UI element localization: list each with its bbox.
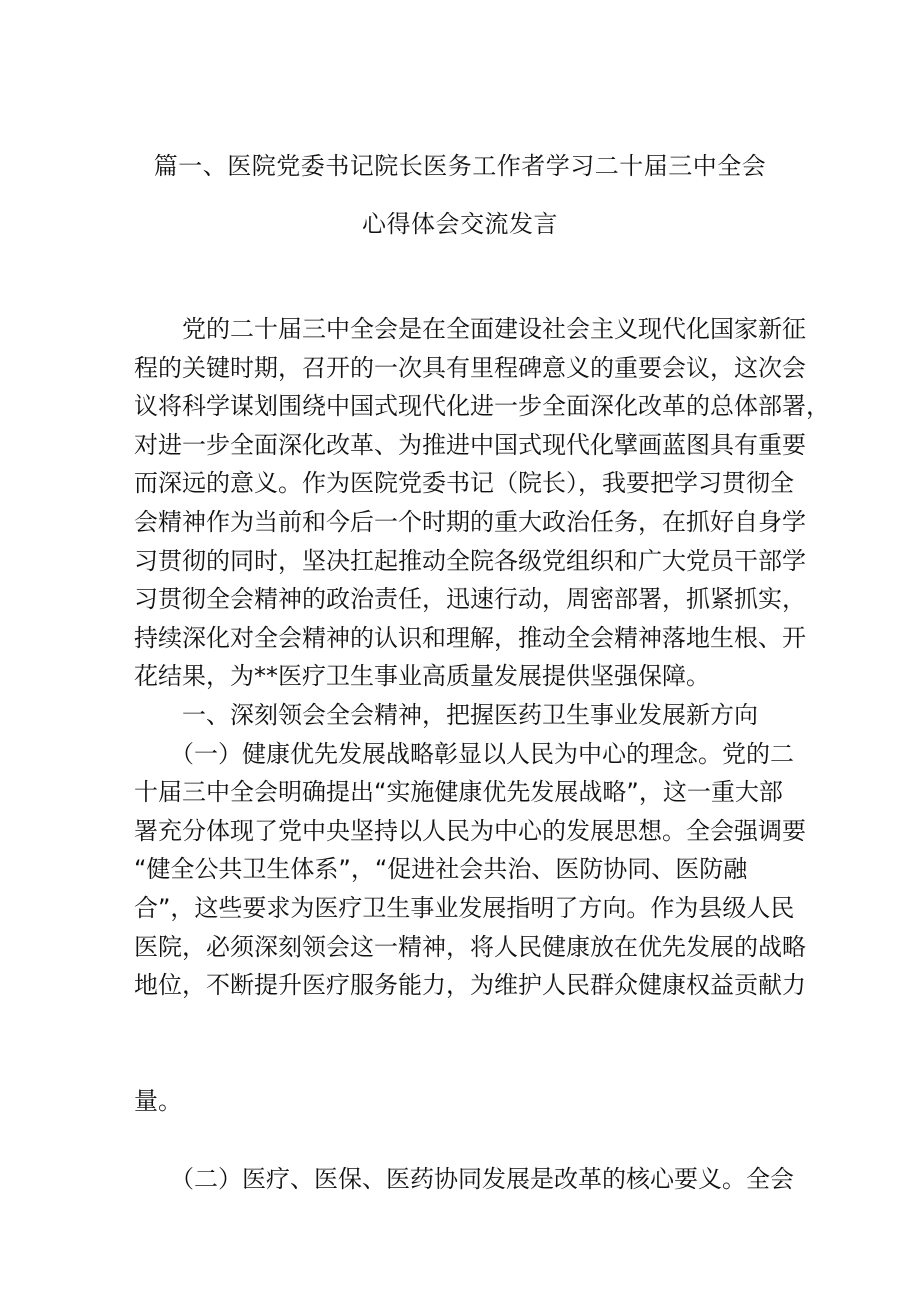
body-line: 地位，不断提升医疗服务能力，为维护人民群众健康权益贡献力 [134,971,806,1000]
body-line: 量。 [134,1087,182,1115]
body-line: 对进一步全面深化改革、为推进中国式现代化擘画蓝图具有重要 [134,430,806,459]
body-line: “健全公共卫生体系”，“促进社会共治、医防协同、医防融 [134,855,748,884]
section-heading: 一、深刻领会全会精神，把握医药卫生事业发展新方向 [134,700,758,729]
body-line: 花结果，为**医疗卫生事业高质量发展提供坚强保障。 [134,662,710,691]
document-title-line-1: 篇一、医院党委书记院长医务工作者学习二十届三中全会 [153,152,767,180]
document-body-section-2 [134,1160,794,1199]
body-line: 持续深化对全会精神的认识和理解，推动全会精神落地生根、开 [134,623,806,652]
body-line: 习贯彻的同时，坚决扛起推动全院各级党组织和广大党员干部学 [134,546,806,575]
body-line: 医院，必须深刻领会这一精神，将人民健康放在优先发展的战略 [134,932,806,961]
document-body-continued [134,1082,794,1121]
body-line: 而深远的意义。作为医院党委书记（院长），我要把学习贯彻全 [134,469,794,498]
body-line: 会精神作为当前和今后一个时期的重大政治任务，在抓好自身学 [134,507,806,536]
body-line: 合”，这些要求为医疗卫生事业发展指明了方向。作为县级人民 [134,893,795,922]
document-body [134,310,830,1005]
body-line: 署充分体现了党中央坚持以人民为中心的发展思想。全会强调要 [134,816,806,845]
body-line: 议将科学谋划围绕中国式现代化进一步全面深化改革的总体部署， [134,392,830,421]
body-line: 党的二十届三中全会是在全面建设社会主义现代化国家新征 [134,315,806,343]
body-line: （一）健康优先发展战略彰显以人民为中心的理念。党的二 [134,739,794,768]
body-line: （二）医疗、医保、医药协同发展是改革的核心要义。全会 [134,1165,794,1193]
body-line: 十届三中全会明确提出“实施健康优先发展战略”，这一重大部 [134,778,783,807]
body-line: 程的关键时期，召开的一次具有里程碑意义的重要会议，这次会 [134,353,806,382]
body-line: 习贯彻全会精神的政治责任，迅速行动，周密部署，抓紧抓实， [134,585,806,614]
document-title-line-2: 心得体会交流发言 [362,210,558,238]
